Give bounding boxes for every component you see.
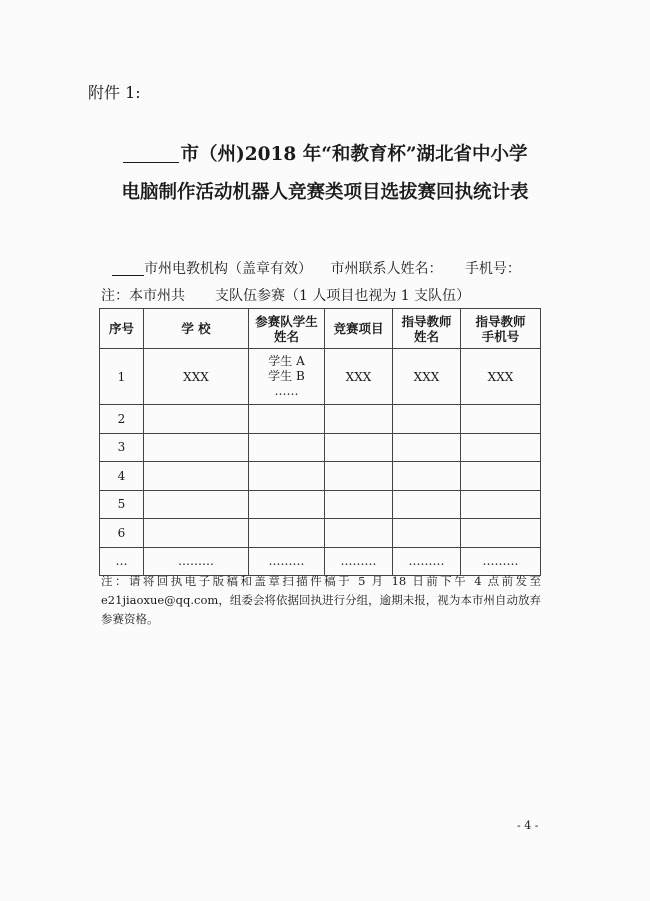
cell-teacher-phone bbox=[461, 462, 541, 491]
info-line bbox=[112, 258, 521, 278]
header-teacher-phone: 指导教师 手机号 bbox=[461, 309, 541, 349]
team-count-note bbox=[101, 285, 470, 305]
cell-students bbox=[249, 490, 325, 519]
table-row bbox=[100, 349, 541, 405]
city-blank bbox=[123, 144, 179, 164]
cell-school bbox=[144, 519, 249, 548]
contact-label: 市州联系人姓名： bbox=[330, 261, 443, 277]
table-header-row bbox=[100, 309, 541, 349]
team-count-suffix: 支队伍参赛（1 人项目也视为 1 支队伍） bbox=[215, 288, 471, 304]
cell-event bbox=[325, 462, 393, 491]
cell-index: 6 bbox=[100, 519, 144, 548]
table-row bbox=[100, 405, 541, 434]
header-school: 学 校 bbox=[144, 309, 249, 349]
cell-teacher bbox=[393, 433, 461, 462]
cell-teacher bbox=[393, 462, 461, 491]
annex-label: 附件 1: bbox=[88, 83, 141, 102]
header-event: 竞赛项目 bbox=[325, 309, 393, 349]
header-teacher: 指导教师 姓名 bbox=[393, 309, 461, 349]
phone-label: 手机号： bbox=[464, 261, 521, 277]
table-row bbox=[100, 433, 541, 462]
cell-students bbox=[249, 405, 325, 434]
title-line1-text: 市（州)2018 年“和教育杯”湖北省中小学 bbox=[180, 144, 528, 165]
team-count-prefix: 注：本市州共 bbox=[101, 288, 185, 304]
cell-teacher-phone: ……… bbox=[461, 547, 541, 576]
cell-event bbox=[325, 405, 393, 434]
cell-teacher-phone bbox=[461, 519, 541, 548]
cell-index: 4 bbox=[100, 462, 144, 491]
cell-teacher bbox=[393, 519, 461, 548]
cell-students: ……… bbox=[249, 547, 325, 576]
cell-school bbox=[144, 405, 249, 434]
cell-event: ……… bbox=[325, 547, 393, 576]
cell-index: 1 bbox=[100, 349, 144, 405]
cell-index: … bbox=[100, 547, 144, 576]
cell-teacher-phone bbox=[461, 433, 541, 462]
cell-teacher bbox=[393, 490, 461, 519]
unit-label: 市州电教机构（盖章有效） bbox=[144, 261, 312, 277]
cell-teacher: ……… bbox=[393, 547, 461, 576]
cell-school: XXX bbox=[144, 349, 249, 405]
student-name: 学生 B bbox=[268, 369, 305, 383]
cell-index: 3 bbox=[100, 433, 144, 462]
cell-school bbox=[144, 433, 249, 462]
cell-teacher bbox=[393, 405, 461, 434]
document-title-line1 bbox=[0, 140, 650, 166]
cell-students bbox=[249, 462, 325, 491]
cell-school bbox=[144, 462, 249, 491]
cell-students bbox=[249, 519, 325, 548]
cell-index: 5 bbox=[100, 490, 144, 519]
cell-event bbox=[325, 519, 393, 548]
cell-teacher-phone bbox=[461, 405, 541, 434]
cell-teacher: XXX bbox=[393, 349, 461, 405]
table-row bbox=[100, 519, 541, 548]
table-row bbox=[100, 462, 541, 491]
cell-students bbox=[249, 349, 325, 405]
cell-event bbox=[325, 490, 393, 519]
table-row bbox=[100, 490, 541, 519]
document-title-line2: 电脑制作活动机器人竞赛类项目选拔赛回执统计表 bbox=[121, 182, 529, 203]
registration-table bbox=[99, 308, 541, 576]
header-index: 序号 bbox=[100, 309, 144, 349]
cell-school: ……… bbox=[144, 547, 249, 576]
cell-event: XXX bbox=[325, 349, 393, 405]
cell-teacher-phone: XXX bbox=[461, 349, 541, 405]
cell-teacher-phone bbox=[461, 490, 541, 519]
student-ellipsis: …… bbox=[274, 384, 299, 398]
cell-index: 2 bbox=[100, 405, 144, 434]
unit-blank bbox=[112, 261, 144, 276]
cell-event bbox=[325, 433, 393, 462]
cell-school bbox=[144, 490, 249, 519]
page-number: - 4 - bbox=[517, 819, 539, 832]
header-students: 参赛队学生 姓名 bbox=[249, 309, 325, 349]
student-name: 学生 A bbox=[268, 354, 305, 368]
cell-students bbox=[249, 433, 325, 462]
submission-note: 注：请将回执电子版稿和盖章扫描件稿于 5 月 18 日前下午 4 点前发至 e21jiaoxue@qq.com，组委会将依据回执进行分组，逾期未报，视为本市州自动放弃参赛资格。 bbox=[101, 574, 541, 626]
